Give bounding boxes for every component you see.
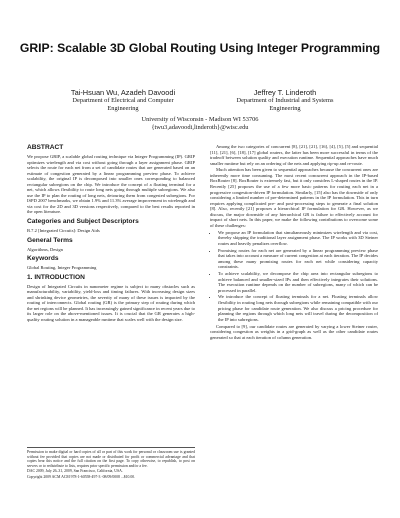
author-department: Department of Industrial and Systems <box>236 97 334 104</box>
paper-title: GRIP: Scalable 3D Global Routing Using Integer Programming <box>19 41 381 55</box>
keywords-text: Global Routing, Integer Programming <box>27 265 97 271</box>
list-item: • We introduce the concept of floating terminals for a net. Floating terminals allow flexibility in routing long nets through subregions while remaining compatible with our pricing phase for candidate route generation. We also discuss a pricing procedure for planning the regions through which long nets will travel during the decomposition of the IP into subregions. <box>218 294 378 322</box>
author-names: Jeffrey T. Linderoth <box>253 88 317 97</box>
author-department-cont: Engineering <box>107 104 139 112</box>
keywords-heading: Keywords <box>27 255 59 263</box>
author-block-1 <box>48 88 198 112</box>
left-column <box>27 144 195 324</box>
abstract-text: We propose GRIP, a scalable global routing technique via Integer Programming (IP). GRIP optimizes wirelength and via cost without going through a layer assignment phase. GRIP selects the route for each net from a set of candidate routes that are generated based on an estimate of congestion generated by a linear programming preview phase. To achieve scalability, the original IP is decomposed into smaller ones corresponding to balanced rectangular subregions on the chip. We introduce the concept of a floating terminal for a net, which allows flexibility to route long nets going through multiple subregions. We also use the IP to plan the routing of long nets, detouring them from congested subregions. For ISPD 2007 benchmarks, we obtain 1.9% and 11.3% average improvement in wirelength and via cost for the 2D and 3D versions respectively, compared to the best results reported in the open literature. <box>27 154 195 215</box>
permission-text: Permission to make digital or hard copies of all or part of this work for personal or classroom use is granted without fee provided that copies are not made or distributed for profit or commercial advantage and that copies bear this notice and the full citation on the first page. To copy otherwise, to republish, to post on servers or to redistribute to lists, requires prior specific permission and/or a fee. <box>27 450 195 468</box>
right-column <box>210 144 378 341</box>
categories-text: B.7.2 [Integrated Circuits]: Design Aids <box>27 228 100 234</box>
terms-text: Algorithms, Design <box>27 246 63 252</box>
affiliation-block <box>90 116 310 131</box>
author-department: Department of Electrical and Computer <box>72 97 174 104</box>
introduction-text: Design of Integrated Circuits in nanometer regime is subject to many obstacles such as manufacturability, variability, yield-loss and timing failures. With increasing design sizes and shrinking device geometries, the severity of many of these issues is impacted by the routing of interconnects. Global routing (GR) is the primary step of routing during which the net regions will be planned. It has increasingly gained significance in recent years due to its larger role on the above-mentioned issues. It is crucial that the GR generates a high-quality routing solution in a manageable runtime that scales well with the design size. <box>27 283 195 322</box>
categories-heading: Categories and Subject Descriptors <box>27 218 139 226</box>
body-paragraph: Much attention has been given to sequential approaches because the concurrent ones are inherently more time consuming. The most recent concurrent approach in the IP-based BoxRouter [8]. BoxRouter is extremely fast, but it only considers L-shaped routes in the IP. Recently [25] proposes the use of a few more basic patterns for routing each net in a progressive congestion-driven IP formulation. Similarly, [15] also has the downside of only considering a limited number of pre-determined patterns in the IP formulation. This in turn requires applying complicated pre- and post-processing steps to generate a final solution [8]. Also, recently [21] proposes a hierarchical IP formulation for GR. However, as we discuss, the major downside of any hierarchical GR is failure to effectively account for impact of short nets. In this paper, we make the following contributions to overcome some of these challenges: <box>210 167 378 228</box>
abstract-heading: ABSTRACT <box>27 144 64 151</box>
copyright-notice <box>27 447 195 480</box>
author-names: Tai-Hsuan Wu, Azadeh Davoodi <box>70 88 176 97</box>
emails: {twu3,adavoodi,linderoth}@wisc.edu <box>151 123 249 131</box>
body-paragraph: Compared to [9], our candidate routes are generated by varying a lower Steiner router, considering congestion as weights in a grid-graph as well as the other candidate routes generated so that at each iteration of column generation. <box>210 323 378 340</box>
author-block-2 <box>210 88 360 112</box>
author-department-cont: Engineering <box>269 104 301 112</box>
contribution-list <box>210 230 378 323</box>
conference-line: DAC 2009, July 26–31, 2009, San Francisco, California, USA. <box>27 469 123 473</box>
body-paragraph: Among the two categories of concurrent [8], [21], [21], [16], [4], [5], [5] and sequential [11], [21], [6], [18], [17] global routers, the latter has been more successful in terms of the tradeoff between solution quality and execution runtime. Sequential approaches have much smaller runtime but rely on an ordering of the nets and applying rip-up and re-route. <box>210 144 378 166</box>
list-item: • Promising routes for each net are generated by a linear programming preview phase that takes into account a measure of current congestion at each iteration. The IP decides among these many promising routes for each net while considering capacity constraints. <box>218 248 378 270</box>
introduction-heading: 1. INTRODUCTION <box>27 273 85 281</box>
university: University of Wisconsin - Madison WI 53706 <box>141 116 259 123</box>
list-item: • To achieve scalability, we decompose the chip area into rectangular subregions to achieve balanced and smaller-sized IPs and then effectively integrates their solutions. The execution runtime depends on the number of subregions, many of which can be processed in parallel. <box>218 271 378 293</box>
terms-heading: General Terms <box>27 236 73 244</box>
copyright-line: Copyright 2009 ACM ACM 978-1-60558-497-3 -08/09/0008 ...$10.00. <box>27 474 136 479</box>
list-item: • We propose an IP formulation that simultaneously minimizes wirelength and via cost, thereby skipping the traditional layer assignment phase. The IP works with 3D Steiner routes and heavily penalizes overflow. <box>218 230 378 247</box>
